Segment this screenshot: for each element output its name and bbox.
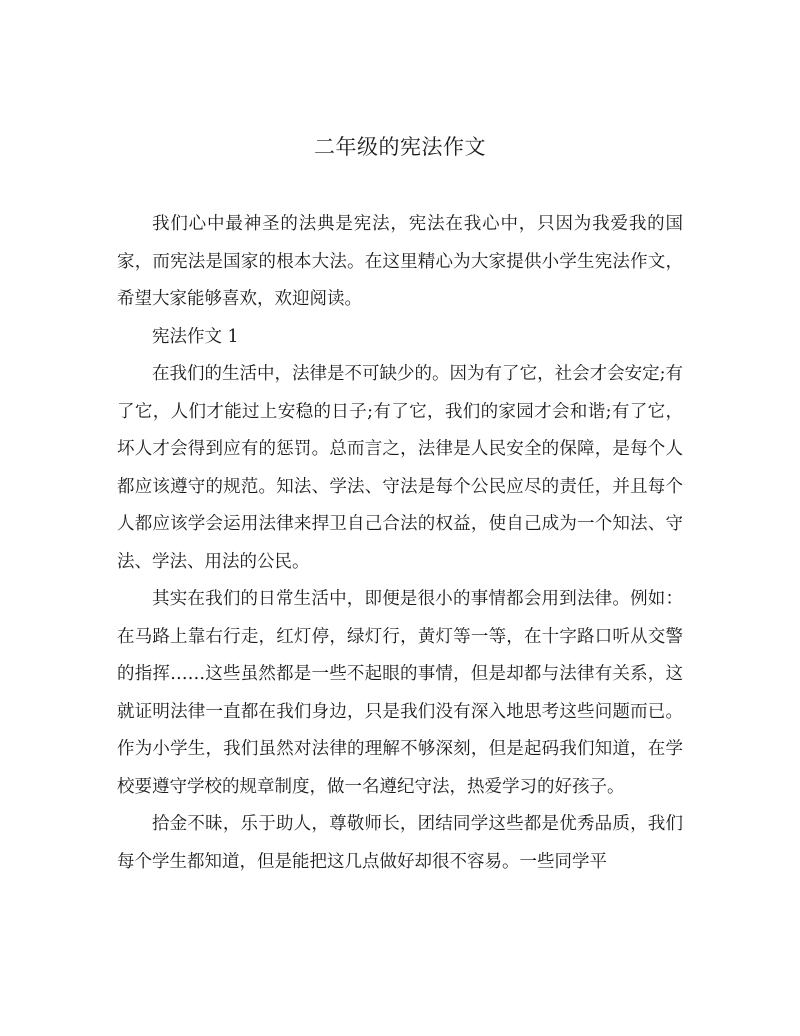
body-paragraph-2: 其实在我们的日常生活中，即便是很小的事情都会用到法律。例如：在马路上靠右行走，红灯停，绿灯行，黄灯等一等，在十字路口听从交警的指挥……这些虽然都是一些不起眼的事情，但是却都与法律有关系，这就证明法律一直都在我们身边，只是我们没有深入地思考这些问题而已。作为小学生，我们虽然对法律的理解不够深刻，但是起码我们知道，在学校要遵守学校的规章制度，做一名遵纪守法，热爱学习的好孩子。 bbox=[117, 589, 683, 797]
section-heading: 宪法作文 1 bbox=[152, 326, 239, 347]
body-paragraph-1: 在我们的生活中，法律是不可缺少的。因为有了它，社会才会安定;有了它，人们才能过上安稳的日子;有了它，我们的家园才会和谐;有了它，坏人才会得到应有的惩罚。总而言之，法律是人民安全的保障，是每个人都应该遵守的规范。知法、学法、守法是每个公民应尽的责任，并且每个人都应该学会运用法律来捍卫自己合法的权益，使自己成为一个知法、守法、学法、用法的公民。 bbox=[117, 364, 683, 572]
document-title: 二年级的宪法作文 bbox=[314, 135, 486, 159]
body-paragraph-3: 拾金不昧，乐于助人，尊敬师长，团结同学这些都是优秀品质，我们每个学生都知道，但是能把这几点做好却很不容易。一些同学平 bbox=[117, 814, 683, 872]
intro-paragraph: 我们心中最神圣的法典是宪法，宪法在我心中，只因为我爱我的国家，而宪法是国家的根本大法。在这里精心为大家提供小学生宪法作文，希望大家能够喜欢，欢迎阅读。 bbox=[117, 214, 683, 309]
document-body bbox=[117, 206, 683, 881]
